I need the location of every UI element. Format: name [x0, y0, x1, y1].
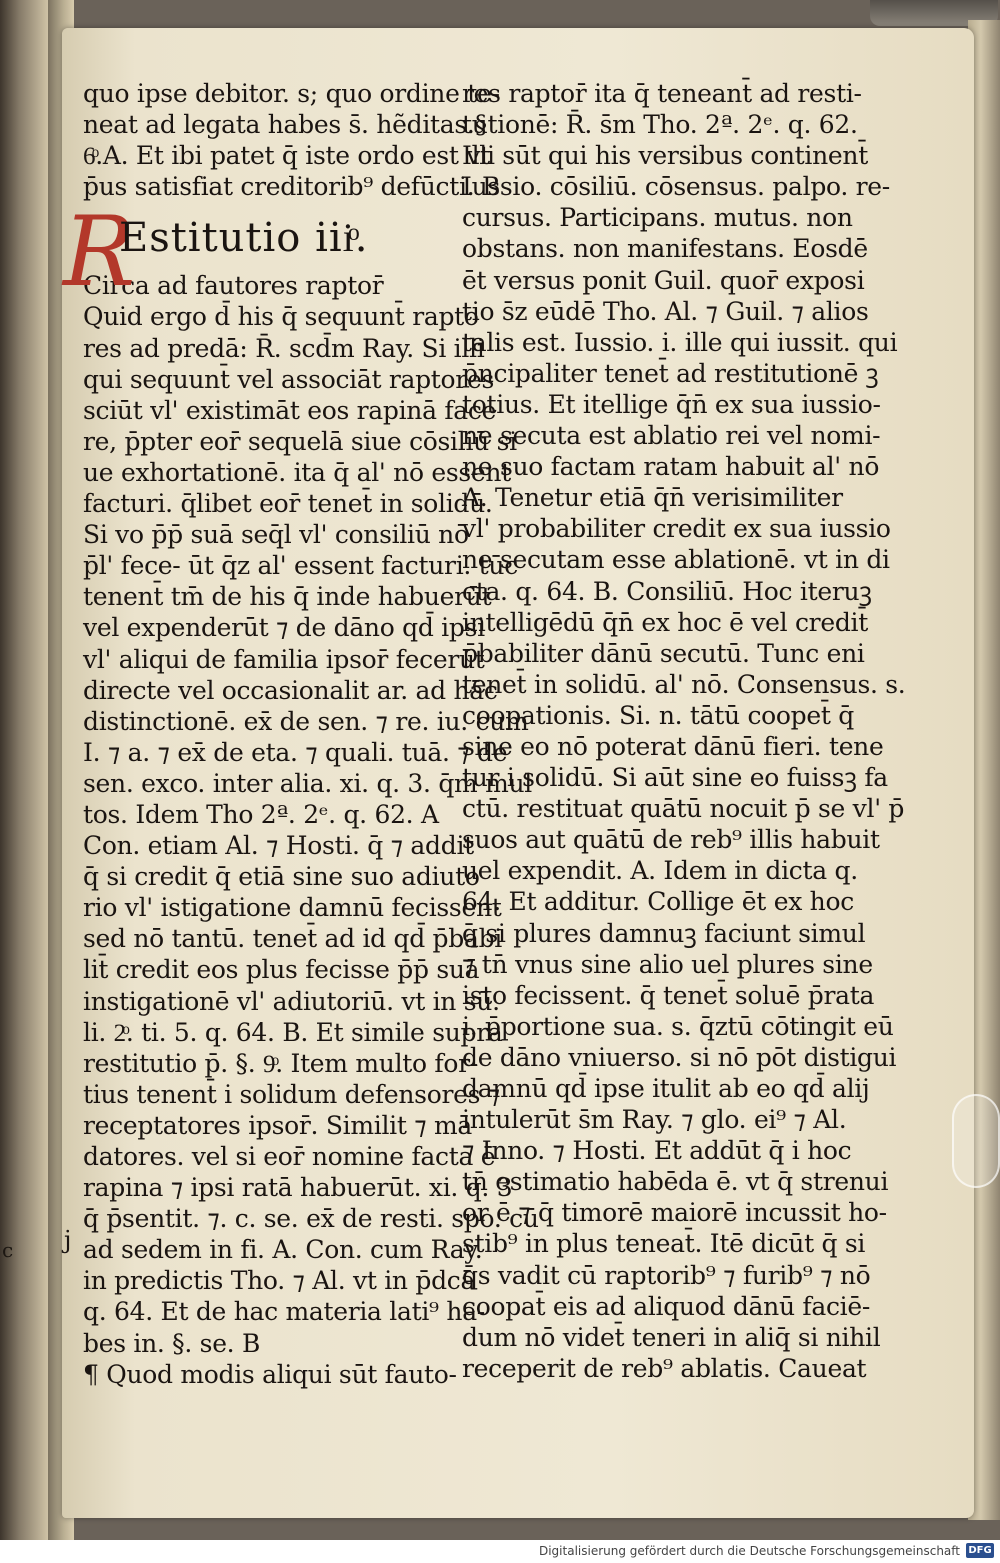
text-line: receptatores ipsor̄. Similit ⁊ mā	[83, 1110, 473, 1140]
text-line: q. 64. Et de hac materia lati⁹ ha-	[83, 1297, 485, 1327]
text-line: neat ad legata habes s̄. hẽditas.§	[83, 110, 487, 140]
text-line: Si vo p̄p̄ suā seq̄l vl' consiliū nō	[83, 520, 469, 550]
previous-page-edge	[0, 0, 48, 1540]
left-text-column	[63, 78, 539, 1390]
text-line: de dāno vniuerso. si nō pōt distigui	[462, 1042, 897, 1072]
text-line: qui sequunt̄ vel associāt raptores	[83, 364, 494, 394]
text-line: tn̄ estimatio habēda ē. vt q̄ strenui	[462, 1167, 889, 1197]
text-line: intulerūt s̄m Ray. ⁊ glo. ei⁹ ⁊ Al.	[462, 1105, 847, 1135]
text-line: tio s̄z eūdē Tho. Al. ⁊ Guil. ⁊ alios	[462, 296, 869, 326]
edge-mark: c	[2, 1238, 14, 1262]
text-line: bes in. §. se. B	[83, 1328, 261, 1358]
text-line: i. p̄portione sua. s. q̄ztū cōtingit eū	[462, 1011, 894, 1041]
text-line: quo ipse debitor. s; quo ordine te-	[83, 79, 500, 108]
text-line: ne suo factam ratam habuit al' nō	[462, 452, 880, 482]
text-line: damnū qd̄ ipse itulit ab eo qd̄ alij	[462, 1074, 870, 1103]
text-line: sed nō tantū. tenet̄ ad id qd̄ p̄babi	[83, 924, 502, 954]
text-line: coopationis. Si. n. tātū coopet̄ q̄	[462, 700, 854, 730]
text-line: 6ͦ.A. Et ibi patet q̄ iste ordo est vt	[83, 141, 490, 171]
text-line: in predictis Tho. ⁊ Al. vt in p̄dcā	[83, 1266, 476, 1296]
text-line: stib⁹ in plus teneat̄. Itē dicūt q̄ si	[462, 1229, 866, 1259]
text-line: dum nō videt̄ teneri in aliq̄ si nihil	[462, 1322, 881, 1352]
left-lines-before-heading	[83, 78, 501, 202]
text-line: tius tenent̄ i solidum defensores ⁊	[83, 1079, 500, 1109]
text-line: tenent̄ tm̄ de his q̄ inde habuerūt	[83, 582, 492, 612]
text-line: Con. etiam Al. ⁊ Hosti. q̄ ⁊ addit	[83, 831, 474, 861]
digitization-credit: Digitalisierung gefördert durch die Deutsche Forschungsgemeinschaft	[538, 1544, 960, 1558]
text-line: ēt versus ponit Guil. quor̄ exposi	[462, 265, 865, 295]
text-line: I. ⁊ a. ⁊ ex̄ de eta. ⁊ quali. tuā. ⁊ de	[83, 737, 508, 767]
text-line: A. Tenetur etiā q̄n̄ verisimiliter	[462, 483, 843, 513]
text-line: res raptor̄ ita q̄ teneant̄ ad resti-	[462, 79, 862, 108]
text-line: sciūt vl' existimāt eos rapinā face	[83, 395, 497, 425]
text-line: vl' probabiliter credit ex sua iussio	[462, 514, 891, 544]
text-line: coopat̄ eis ad aliquod dānū faciē-	[462, 1291, 870, 1321]
text-line: restitutio p̄. §. 9ͦ. Item multo for-	[83, 1048, 478, 1078]
text-line: receperit de reb⁹ ablatis. Caueat	[462, 1353, 867, 1383]
heading-text: Estitutio iiiͦ.	[119, 215, 369, 262]
text-line: or ē ⁊ q̄ timorē maiorē incussit ho-	[462, 1198, 887, 1228]
text-line: totius. Et itellige q̄n̄ ex sua iussio-	[462, 389, 881, 419]
text-line: ne secuta est ablatio rei vel nomi-	[462, 421, 881, 451]
text-line: Quid ergo d̄ his q̄ sequunt̄ rapto	[83, 302, 479, 332]
text-line: intelligēdū q̄n̄ ex hoc ē vel credit̄	[462, 607, 868, 637]
text-line: cursus. Participans. mutus. non	[462, 203, 853, 233]
right-text-column	[462, 78, 906, 1384]
text-line: directe vel occasionalit ar. ad hāc	[83, 675, 498, 705]
text-line: rio vl' istigatione damnū fecissent	[83, 893, 502, 923]
text-line: ctū. restituat quātū nocuit p̄ se vl' p̄	[462, 794, 905, 824]
text-line: tenet̄ in solidū. al' nō. Consensus. s.	[462, 669, 906, 699]
text-line: talis est. Iussio. i. ille qui iussit. qui	[462, 327, 898, 357]
text-line: uel expendit. A. Idem in dicta q.	[462, 856, 858, 886]
text-line: instigationē vl' adiutoriū. vt in sū.	[83, 986, 500, 1016]
text-line: q̄ si plures damnuꝫ faciunt simul	[462, 918, 866, 948]
text-line: sine eo nō poterat dānū fieri. tene	[462, 731, 884, 761]
text-line: obstans. non manifestans. Eosdē	[462, 234, 868, 264]
text-line: tur i solidū. Si aūt sine eo fuissꝫ fa	[462, 763, 888, 793]
text-line: lit̄ credit eos plus fecisse p̄p̄ suā	[83, 955, 480, 985]
text-line: ne secutam esse ablationē. vt in di	[462, 545, 890, 575]
text-line: tutionē: R̄. s̄m Tho. 2ª. 2ᵉ. q. 62.	[462, 110, 858, 140]
footer-bar	[0, 1540, 1000, 1563]
text-line: p̄babiliter dānū secutū. Tunc eni	[462, 638, 865, 668]
text-line: isto fecissent. q̄ tenet̄ soluē p̄rata	[462, 980, 875, 1010]
text-line: datores. vel si eor̄ nomine facta ē	[83, 1142, 496, 1171]
text-line: ⁊ tn̄ vnus sine alio uel plures sine	[462, 949, 873, 979]
text-line: vel expenderūt ⁊ de dāno qd̄ ipsi	[83, 613, 485, 643]
dfg-logo: DFG	[966, 1543, 994, 1558]
text-line: 64. Et additur. Collige ēt ex hoc	[462, 887, 854, 917]
text-line: vl' aliqui de familia ipsor̄ fecerūt	[83, 644, 485, 674]
text-line: p̄l' fece- ūt q̄z al' essent facturi. tūc	[83, 551, 518, 581]
text-line: q̄ si credit q̄ etiā sine suo adiuto	[83, 862, 480, 892]
text-line: ¶ Quod modis aliqui sūt fauto-	[83, 1359, 457, 1389]
text-line: q̄s vadit cū raptorib⁹ ⁊ furib⁹ ⁊ nō	[462, 1260, 871, 1290]
text-line: li. 2ͦ. ti. 5. q. 64. B. Et simile supra	[83, 1017, 503, 1047]
text-line: p̄ncipaliter tenet̄ ad restitutionē ꝫ	[462, 358, 879, 388]
text-line: q̄ p̄sentit. ⁊. c. se. ex̄ de resti. spo. cū	[83, 1204, 539, 1234]
text-line: ⁊ Inno. ⁊ Hosti. Et addūt q̄ i hoc	[462, 1136, 852, 1166]
text-line: res ad predā: R̄. scd̄m Ray. Si illi	[83, 333, 485, 363]
text-line: distinctionē. ex̄ de sen. ⁊ re. iu. cum	[83, 706, 529, 736]
text-line: suos aut quātū de reb⁹ illis habuit	[462, 825, 880, 855]
text-line: Circa ad fautores raptor̄	[83, 271, 384, 301]
text-line: sen. exco. inter alia. xi. q. 3. q̄m mul	[83, 768, 532, 798]
right-lines	[462, 78, 906, 1384]
margin-mark: j	[64, 1226, 72, 1254]
text-line: re, p̄pter eor̄ sequelā siue cōsiliū si	[83, 426, 517, 456]
text-line: Illi sūt qui his versibus continent̄	[462, 141, 868, 171]
text-line: rapina ⁊ ipsi ratā habuerūt. xi. q. 3	[83, 1173, 513, 1203]
page-clip	[952, 1094, 1000, 1188]
text-line: tos. Idem Tho 2ª. 2ᵉ. q. 62. A	[83, 799, 439, 829]
text-line: cta. q. 64. B. Consiliū. Hoc iteruꝫ	[462, 576, 872, 606]
left-lines-after-heading	[83, 270, 539, 1389]
rubricated-initial: R	[63, 196, 135, 309]
text-line: ue exhortationē. ita q̄ al' nō essent	[83, 457, 511, 487]
text-line: Iussio. cōsiliū. cōsensus. palpo. re-	[462, 172, 890, 202]
text-line: facturi. q̄libet eor̄ tenet̄ in solidū.	[83, 489, 493, 519]
text-line: p̄us satisfiat creditorib⁹ defūcti. B	[83, 172, 501, 202]
text-line: ad sedem in fi. A. Con. cum Ray.	[83, 1235, 483, 1265]
